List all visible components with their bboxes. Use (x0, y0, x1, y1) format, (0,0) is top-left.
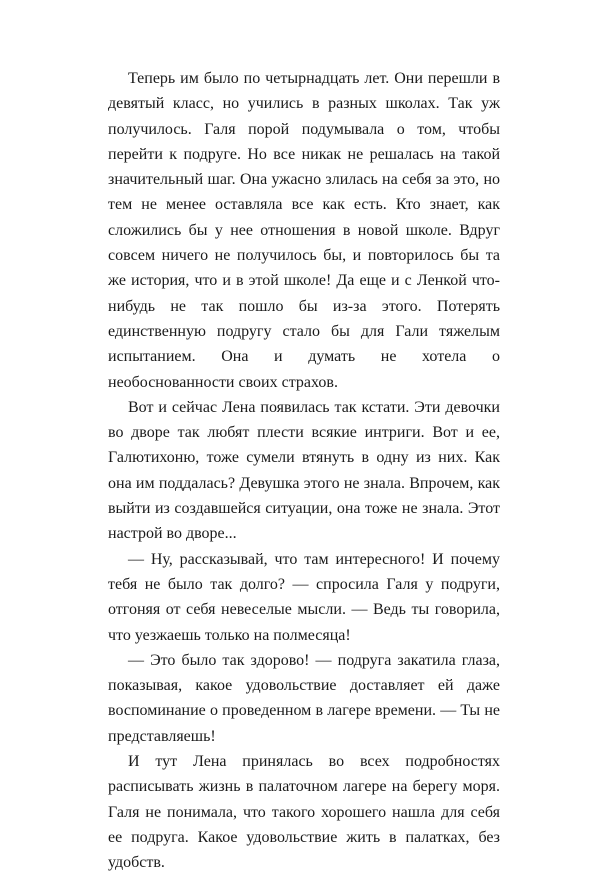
paragraph-2: Вот и сейчас Лена появилась так кстати. Эти девочки во дворе так любят плести всякие интриги. Вот и ее, Галютихоню, тоже сумели втянуть в одну из них. Как она им поддалась? Девушка этого не знала. Впрочем, как выйти из создавшейся ситуации, она тоже не знала. Этот настрой во дворе... (108, 398, 500, 543)
page-text (108, 66, 500, 876)
paragraph-3: — Ну, рассказывай, что там интересного! И почему тебя не было так долго? — спросила Галя у подруги, отгоняя от себя невеселые мысли. — Ведь ты говорила, что уезжаешь только на полмесяца! (108, 550, 500, 644)
paragraph-5: И тут Лена принялась во всех подробностях расписывать жизнь в палаточном лагере на берегу моря. Галя не понимала, что такого хорошего нашла для себя ее подруга. Какое удовольствие жить в палатках, без удобств. (108, 753, 500, 872)
paragraph-1: Теперь им было по четырнадцать лет. Они перешли в девятый класс, но учились в разных школах. Так уж получилось. Галя порой подумывала о том, чтобы перейти к подруге. Но все никак не решалась на такой значительный шаг. Она ужасно злилась на себя за это, но тем не менее оставляла все как есть. Кто знает, как сложились бы у нее отношения в новой школе. Вдруг совсем ничего не получилось бы, и повторилось бы та же история, что и в этой школе! Да еще и с Ленкой что-нибудь не так пошло бы из-за этого. Потерять единственную подругу стало бы для Гали тяжелым испытанием. Она и думать не хотела о необоснованности своих страхов. (108, 70, 500, 391)
paragraph-4: — Это было так здорово! — подруга закатила глаза, показывая, какое удовольствие доставляет ей даже воспоминание о проведенном в лагере времени. — Ты не представляешь! (108, 651, 500, 745)
